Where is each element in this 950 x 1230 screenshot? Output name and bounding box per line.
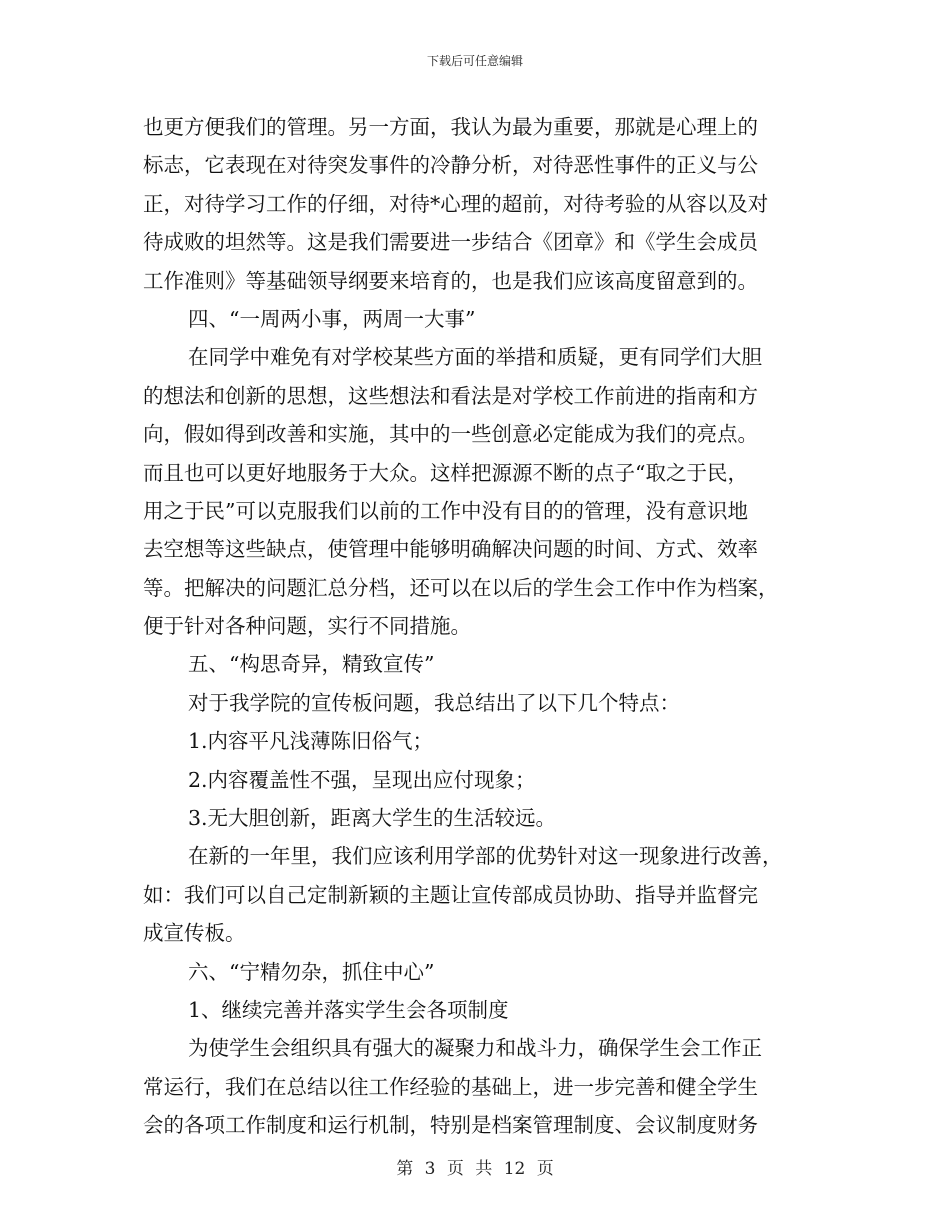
paragraph-line: 标志，它表现在对待突发事件的冷静分析，对待恶性事件的正义与公 bbox=[143, 153, 758, 178]
list-item: 3.无大胆创新，距离大学生的生活较远。 bbox=[188, 806, 557, 831]
list-item: 1.内容平凡浅薄陈旧俗气； bbox=[188, 729, 434, 754]
paragraph-line: 成宣传板。 bbox=[143, 921, 246, 946]
paragraph-line: 便于针对各种问题，实行不同措施。 bbox=[143, 614, 471, 639]
list-item: 2.内容覆盖性不强，呈现出应付现象； bbox=[188, 767, 536, 792]
paragraph-line: 在新的一年里，我们应该利用学部的优势针对这一现象进行改善， bbox=[188, 844, 783, 869]
document-body bbox=[143, 108, 811, 1145]
paragraph-line: 待成败的坦然等。这是我们需要进一步结合《团章》和《学生会成员 bbox=[143, 230, 758, 255]
paragraph-line: 去空想等这些缺点，使管理中能够明确解决问题的时间、方式、效率 bbox=[143, 537, 758, 562]
page-footer: 第 3 页 共 12 页 bbox=[396, 1159, 554, 1179]
paragraph-line: 会的各项工作制度和运行机制，特别是档案管理制度、会议制度财务 bbox=[143, 1113, 758, 1138]
paragraph-line: 向，假如得到改善和实施，其中的一些创意必定能成为我们的亮点。 bbox=[143, 422, 758, 447]
section-heading: 四、“一周两小事，两周一大事” bbox=[188, 306, 476, 331]
paragraph-line: 常运行，我们在总结以往工作经验的基础上，进一步完善和健全学生 bbox=[143, 1074, 758, 1099]
section-heading: 六、“宁精勿杂，抓住中心” bbox=[188, 959, 435, 984]
section-heading: 五、“构思奇异，精致宣传” bbox=[188, 652, 435, 677]
paragraph-line: 用之于民”可以克服我们以前的工作中没有目的的管理，没有意识地 bbox=[143, 498, 748, 523]
paragraph-line: 为使学生会组织具有强大的凝聚力和战斗力，确保学生会工作正 bbox=[188, 1036, 762, 1061]
paragraph-line: 对于我学院的宣传板问题，我总结出了以下几个特点： bbox=[188, 690, 680, 715]
subsection-heading: 1、继续完善并落实学生会各项制度 bbox=[188, 997, 509, 1022]
paragraph-line: 的想法和创新的思想，这些想法和看法是对学校工作前进的指南和方 bbox=[143, 383, 758, 408]
paragraph-line: 工作准则》等基础领导纲要来培育的，也是我们应该高度留意到的。 bbox=[143, 268, 758, 293]
paragraph-line: 而且也可以更好地服务于大众。这样把源源不断的点子“取之于民， bbox=[143, 460, 748, 485]
paragraph-line: 在同学中难免有对学校某些方面的举措和质疑，更有同学们大胆 bbox=[188, 345, 762, 370]
paragraph-line: 如：我们可以自己定制新颖的主题让宣传部成员协助、指导并监督完 bbox=[143, 882, 758, 907]
paragraph-line: 也更方便我们的管理。另一方面，我认为最为重要，那就是心理上的 bbox=[143, 115, 758, 139]
paragraph-line: 等。把解决的问题汇总分档，还可以在以后的学生会工作中作为档案， bbox=[143, 575, 779, 600]
page-header: 下载后可任意编辑 bbox=[426, 54, 523, 68]
paragraph-line: 正，对待学习工作的仔细，对待*心理的超前，对待考验的从容以及对 bbox=[143, 191, 769, 216]
